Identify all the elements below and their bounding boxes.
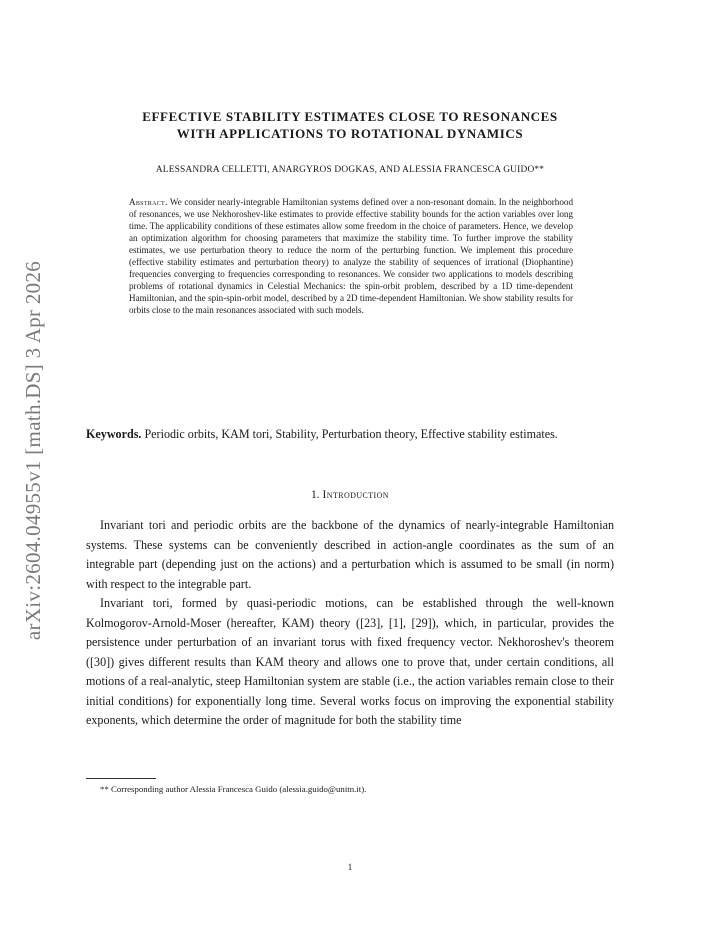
- section-heading: [86, 489, 614, 501]
- title-line-2: WITH APPLICATIONS TO ROTATIONAL DYNAMICS: [176, 126, 524, 141]
- abstract-text: We consider nearly-integrable Hamiltonian systems defined over a non-resonant domain. In the neighborhood of resonances, we use Nekhoroshev-like estimates to provide effective stability bounds for the action variables over long time. The applicability conditions of these estimates allow some freedom in the choice of parameters. Hence, we develop an optimization algorithm for choosing parameters that maximize the stability time. To further improve the stability estimates, we use perturbation theory to reduce the norm of the perturbing function. We implement this procedure (effective stability estimates and perturbation theory) to analyze the stability of sequences of irrational (Diophantine) frequencies converging to frequencies corresponding to resonances. We consider two applications to models describing problems of rotational dynamics in Celestial Mechanics: the spin-orbit problem, described by a 1D time-dependent Hamiltonian, and the spin-spin-orbit model, described by a 2D time-dependent Hamiltonian. We show stability results for orbits close to the main resonances associated with such models.: [129, 197, 573, 315]
- section-number: 1.: [311, 489, 320, 501]
- body-text: [86, 516, 614, 731]
- abstract: [129, 196, 573, 316]
- keywords-heading: Keywords.: [86, 427, 142, 441]
- arxiv-watermark: [14, 250, 54, 650]
- paper-title: [86, 108, 614, 142]
- page-number: 1: [347, 862, 353, 872]
- keywords: [86, 425, 614, 444]
- abstract-heading: Abstract.: [129, 197, 168, 207]
- paragraph-1: Invariant tori and periodic orbits are the backbone of the dynamics of nearly-integrable Hamiltonian systems. These systems can be conveniently described in action-angle coordinates as the sum of an integrable part (depending just on the actions) and a perturbation which is assumed to be small (in norm) with respect to the integrable part.: [86, 518, 614, 591]
- section-title: Introduction: [322, 489, 389, 501]
- keywords-text: Periodic orbits, KAM tori, Stability, Perturbation theory, Effective stability estimates.: [141, 427, 558, 441]
- footnote-rule: [86, 778, 156, 779]
- title-line-1: EFFECTIVE STABILITY ESTIMATES CLOSE TO RESONANCES: [142, 109, 558, 124]
- authors: ALESSANDRA CELLETTI, ANARGYROS DOGKAS, AND ALESSIA FRANCESCA GUIDO**: [155, 165, 545, 175]
- arxiv-id: arXiv:2604.04955v1 [math.DS] 3 Apr 2026: [21, 260, 46, 640]
- footnote: ** Corresponding author Alessia Francesca Guido (alessia.guido@unitn.it).: [100, 784, 367, 794]
- paragraph-2: Invariant tori, formed by quasi-periodic motions, can be established through the well-known Kolmogorov-Arnold-Moser (hereafter, KAM) theory ([23], [1], [29]), which, in particular, provides the persistence under perturbation of an invariant torus with fixed frequency vector. Nekhoroshev's theorem ([30]) gives different results than KAM theory and allows one to prove that, under certain conditions, all motions of a real-analytic, steep Hamiltonian system are stable (i.e., the action variables remain close to their initial conditions) for exponentially long time. Several works focus on improving the exponential stability exponents, which determine the order of magnitude for both the stability time: [86, 596, 614, 727]
